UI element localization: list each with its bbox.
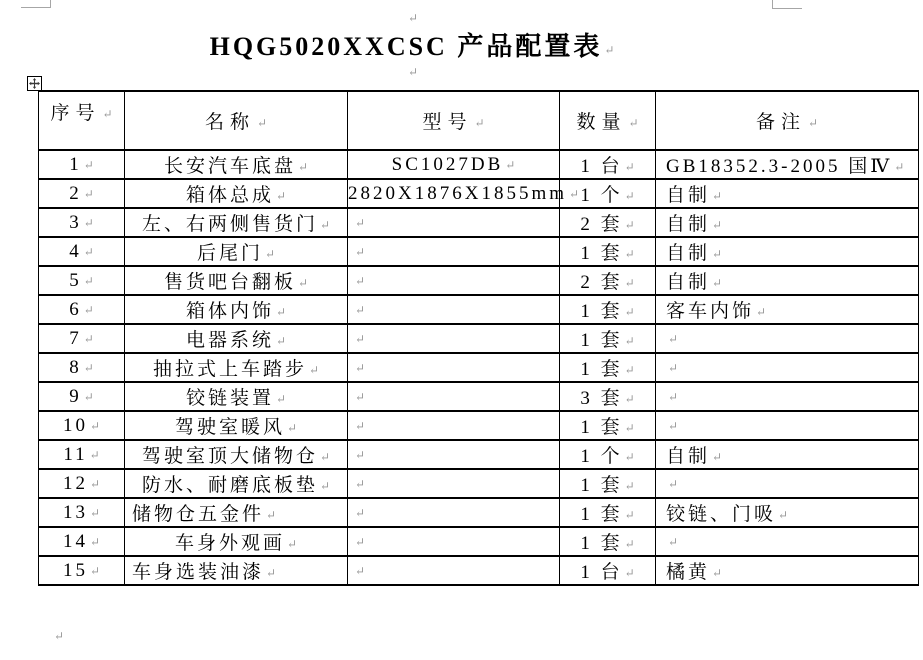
cell-qty[interactable]: 1 套 ↵ bbox=[560, 469, 656, 498]
pilcrow-mark: ↵ bbox=[83, 157, 94, 172]
pilcrow-mark: ↵ bbox=[256, 116, 268, 130]
pilcrow-mark: ↵ bbox=[668, 418, 679, 433]
pilcrow-mark: ↵ bbox=[668, 476, 679, 491]
table-row bbox=[39, 556, 919, 585]
cell-qty[interactable]: 1 个 ↵ bbox=[560, 179, 656, 208]
table-row bbox=[39, 527, 919, 556]
header-name[interactable]: 名称 ↵ bbox=[125, 91, 348, 150]
pilcrow-mark: ↵ bbox=[668, 534, 679, 549]
pilcrow-mark: ↵ bbox=[668, 331, 679, 346]
table-row bbox=[39, 469, 919, 498]
pilcrow-mark: ↵ bbox=[102, 107, 113, 121]
cell-qty[interactable]: 2 套 ↵ bbox=[560, 208, 656, 237]
cell-serial[interactable]: 7 ↵ bbox=[39, 324, 125, 353]
pilcrow-mark: ↵ bbox=[355, 273, 366, 288]
pilcrow-mark: ↵ bbox=[319, 450, 331, 464]
pilcrow-mark: ↵ bbox=[297, 160, 309, 174]
cell-serial[interactable]: 4 ↵ bbox=[39, 237, 125, 266]
pilcrow-mark: ↵ bbox=[505, 157, 516, 172]
pilcrow-mark: ↵ bbox=[355, 389, 366, 404]
cell-name[interactable]: 抽拉式上车踏步 ↵ bbox=[125, 353, 348, 382]
table-row bbox=[39, 179, 919, 208]
empty-paragraph[interactable] bbox=[52, 64, 772, 82]
header-model[interactable]: 型号 ↵ bbox=[348, 91, 560, 150]
pilcrow-mark: ↵ bbox=[624, 247, 635, 261]
pilcrow-mark: ↵ bbox=[624, 479, 635, 493]
pilcrow-mark: ↵ bbox=[275, 334, 287, 348]
pilcrow-mark: ↵ bbox=[266, 566, 277, 580]
cell-model[interactable] bbox=[348, 382, 560, 411]
cell-remark[interactable]: 铰链、门吸 ↵ bbox=[656, 498, 919, 527]
cell-remark[interactable]: 客车内饰 ↵ bbox=[656, 295, 919, 324]
cell-model[interactable]: 2820X1876X1855mm ↵ bbox=[348, 179, 560, 208]
cell-model[interactable] bbox=[348, 498, 560, 527]
pilcrow-mark: ↵ bbox=[89, 447, 100, 462]
pilcrow-mark: ↵ bbox=[712, 218, 723, 232]
pilcrow-mark: ↵ bbox=[264, 247, 276, 261]
cell-qty[interactable]: 1 个 ↵ bbox=[560, 440, 656, 469]
cell-qty[interactable]: 1 套 ↵ bbox=[560, 411, 656, 440]
pilcrow-mark: ↵ bbox=[624, 189, 635, 203]
table-row bbox=[39, 324, 919, 353]
cell-name[interactable]: 长安汽车底盘 ↵ bbox=[125, 150, 348, 179]
cell-model[interactable] bbox=[348, 527, 560, 556]
pilcrow-mark: ↵ bbox=[275, 392, 287, 406]
pilcrow-mark: ↵ bbox=[83, 186, 94, 201]
pilcrow-mark: ↵ bbox=[89, 534, 101, 549]
pilcrow-mark: ↵ bbox=[569, 186, 580, 201]
pilcrow-mark: ↵ bbox=[355, 302, 366, 317]
cell-remark[interactable] bbox=[656, 382, 919, 411]
header-serial[interactable]: 序号 ↵ bbox=[39, 91, 125, 150]
cell-name[interactable]: 电器系统 ↵ bbox=[125, 324, 348, 353]
cell-serial[interactable]: 13 ↵ bbox=[39, 498, 125, 527]
pilcrow-mark: ↵ bbox=[756, 305, 767, 319]
pilcrow-mark: ↵ bbox=[319, 479, 331, 493]
cell-qty[interactable]: 1 套 ↵ bbox=[560, 237, 656, 266]
cell-name[interactable]: 售货吧台翻板 ↵ bbox=[125, 266, 348, 295]
cell-name[interactable]: 车身选装油漆 ↵ bbox=[125, 556, 348, 585]
pilcrow-mark: ↵ bbox=[355, 418, 366, 433]
cell-model[interactable] bbox=[348, 469, 560, 498]
table-row bbox=[39, 498, 919, 527]
pilcrow-mark: ↵ bbox=[83, 273, 94, 288]
pilcrow-mark: ↵ bbox=[668, 389, 679, 404]
pilcrow-mark: ↵ bbox=[624, 508, 635, 522]
pilcrow-mark: ↵ bbox=[624, 450, 635, 464]
pilcrow-mark: ↵ bbox=[319, 218, 331, 232]
table-row bbox=[39, 150, 919, 179]
cell-remark[interactable] bbox=[656, 469, 919, 498]
margin-corner-mark-top-right bbox=[772, 0, 802, 9]
cell-model[interactable] bbox=[348, 556, 560, 585]
cell-serial[interactable]: 2 ↵ bbox=[39, 179, 125, 208]
cell-model[interactable] bbox=[348, 411, 560, 440]
pilcrow-mark: ↵ bbox=[286, 537, 298, 551]
cell-name[interactable]: 驾驶室顶大储物仓 ↵ bbox=[125, 440, 348, 469]
cell-serial[interactable]: 6 ↵ bbox=[39, 295, 125, 324]
pilcrow-mark: ↵ bbox=[275, 305, 287, 319]
move-cross-icon bbox=[29, 78, 40, 89]
cell-remark[interactable]: 自制 ↵ bbox=[656, 440, 919, 469]
pilcrow-mark: ↵ bbox=[604, 43, 615, 57]
pilcrow-mark: ↵ bbox=[89, 418, 101, 433]
pilcrow-mark: ↵ bbox=[355, 360, 366, 375]
pilcrow-mark: ↵ bbox=[83, 331, 94, 346]
pilcrow-mark: ↵ bbox=[266, 508, 277, 522]
pilcrow-mark: ↵ bbox=[624, 305, 635, 319]
header-qty[interactable]: 数量 ↵ bbox=[560, 91, 656, 150]
cell-model[interactable] bbox=[348, 266, 560, 295]
cell-serial[interactable]: 15 ↵ bbox=[39, 556, 125, 585]
cell-serial[interactable]: 14 ↵ bbox=[39, 527, 125, 556]
pilcrow-mark: ↵ bbox=[628, 116, 639, 130]
cell-remark[interactable] bbox=[656, 324, 919, 353]
cell-qty[interactable]: 1 套 ↵ bbox=[560, 324, 656, 353]
pilcrow-mark: ↵ bbox=[624, 421, 635, 435]
table-row bbox=[39, 266, 919, 295]
pilcrow-mark: ↵ bbox=[624, 160, 635, 174]
table-row bbox=[39, 208, 919, 237]
table-row bbox=[39, 353, 919, 382]
pilcrow-mark: ↵ bbox=[275, 189, 287, 203]
cell-remark[interactable] bbox=[656, 353, 919, 382]
pilcrow-mark: ↵ bbox=[83, 244, 94, 259]
cell-model[interactable] bbox=[348, 353, 560, 382]
cell-name[interactable]: 车身外观画 ↵ bbox=[125, 527, 348, 556]
table-row bbox=[39, 237, 919, 266]
header-row bbox=[39, 91, 919, 150]
pilcrow-mark: ↵ bbox=[297, 276, 309, 290]
cell-model[interactable] bbox=[348, 440, 560, 469]
cell-serial[interactable]: 8 ↵ bbox=[39, 353, 125, 382]
cell-name[interactable]: 铰链装置 ↵ bbox=[125, 382, 348, 411]
cell-serial[interactable]: 3 ↵ bbox=[39, 208, 125, 237]
pilcrow-mark: ↵ bbox=[624, 218, 635, 232]
pilcrow-mark: ↵ bbox=[807, 116, 819, 130]
document-title[interactable] bbox=[52, 26, 772, 63]
pilcrow-mark: ↵ bbox=[83, 360, 94, 375]
pilcrow-mark: ↵ bbox=[712, 450, 723, 464]
cell-remark[interactable]: 自制 ↵ bbox=[656, 237, 919, 266]
cell-name[interactable]: 防水、耐磨底板垫 ↵ bbox=[125, 469, 348, 498]
pilcrow-mark: ↵ bbox=[407, 65, 419, 79]
pilcrow-mark: ↵ bbox=[54, 629, 65, 643]
cell-name[interactable]: 左、右两侧售货门 ↵ bbox=[125, 208, 348, 237]
cell-serial[interactable]: 11 ↵ bbox=[39, 440, 125, 469]
cell-model[interactable] bbox=[348, 208, 560, 237]
table-row bbox=[39, 440, 919, 469]
pilcrow-mark: ↵ bbox=[308, 363, 320, 377]
cell-model[interactable]: SC1027DB ↵ bbox=[348, 150, 560, 179]
pilcrow-mark: ↵ bbox=[624, 276, 635, 290]
cell-remark[interactable]: 自制 ↵ bbox=[656, 208, 919, 237]
pilcrow-mark: ↵ bbox=[624, 537, 635, 551]
config-table-body bbox=[39, 150, 919, 585]
pilcrow-mark: ↵ bbox=[355, 534, 366, 549]
end-paragraph[interactable] bbox=[52, 628, 64, 646]
table-move-handle[interactable] bbox=[27, 76, 42, 91]
pilcrow-mark: ↵ bbox=[712, 247, 723, 261]
pilcrow-mark: ↵ bbox=[83, 389, 94, 404]
config-table bbox=[38, 90, 919, 586]
cell-serial[interactable]: 12 ↵ bbox=[39, 469, 125, 498]
pilcrow-mark: ↵ bbox=[624, 392, 635, 406]
pilcrow-mark: ↵ bbox=[89, 476, 101, 491]
pilcrow-mark: ↵ bbox=[668, 360, 679, 375]
cell-name[interactable]: 驾驶室暖风 ↵ bbox=[125, 411, 348, 440]
pilcrow-mark: ↵ bbox=[355, 505, 366, 520]
cell-remark[interactable]: 自制 ↵ bbox=[656, 179, 919, 208]
pilcrow-mark: ↵ bbox=[89, 505, 101, 520]
pilcrow-mark: ↵ bbox=[712, 189, 723, 203]
pilcrow-mark: ↵ bbox=[624, 334, 635, 348]
pilcrow-mark: ↵ bbox=[624, 363, 635, 377]
pilcrow-mark: ↵ bbox=[355, 215, 366, 230]
pilcrow-mark: ↵ bbox=[624, 566, 635, 580]
cell-serial[interactable]: 1 ↵ bbox=[39, 150, 125, 179]
cell-remark[interactable]: 橘黄 ↵ bbox=[656, 556, 919, 585]
pilcrow-mark: ↵ bbox=[355, 476, 366, 491]
cell-qty[interactable]: 1 套 ↵ bbox=[560, 353, 656, 382]
cell-name[interactable]: 箱体内饰 ↵ bbox=[125, 295, 348, 324]
table-row bbox=[39, 295, 919, 324]
cell-qty[interactable]: 1 套 ↵ bbox=[560, 295, 656, 324]
pilcrow-mark: ↵ bbox=[355, 447, 366, 462]
table-row bbox=[39, 382, 919, 411]
table-row bbox=[39, 411, 919, 440]
pilcrow-mark: ↵ bbox=[355, 244, 366, 259]
cell-qty[interactable]: 1 台 ↵ bbox=[560, 150, 656, 179]
cell-name[interactable]: 后尾门 ↵ bbox=[125, 237, 348, 266]
pilcrow-mark: ↵ bbox=[286, 421, 298, 435]
cell-remark[interactable]: GB18352.3-2005 国Ⅳ ↵ bbox=[656, 150, 919, 179]
margin-corner-mark-top-left bbox=[21, 0, 51, 8]
pilcrow-mark: ↵ bbox=[407, 11, 419, 25]
pilcrow-mark: ↵ bbox=[83, 302, 94, 317]
pilcrow-mark: ↵ bbox=[712, 276, 723, 290]
cell-qty[interactable]: 2 套 ↵ bbox=[560, 266, 656, 295]
pilcrow-mark: ↵ bbox=[83, 215, 94, 230]
cell-serial[interactable]: 10 ↵ bbox=[39, 411, 125, 440]
cell-model[interactable] bbox=[348, 324, 560, 353]
cell-qty[interactable]: 1 台 ↵ bbox=[560, 556, 656, 585]
cell-serial[interactable]: 5 ↵ bbox=[39, 266, 125, 295]
cell-remark[interactable]: 自制 ↵ bbox=[656, 266, 919, 295]
cell-remark[interactable] bbox=[656, 527, 919, 556]
pilcrow-mark: ↵ bbox=[778, 508, 789, 522]
cell-name[interactable]: 箱体总成 ↵ bbox=[125, 179, 348, 208]
header-remark[interactable]: 备注 ↵ bbox=[656, 91, 919, 150]
pilcrow-mark: ↵ bbox=[474, 116, 485, 130]
cell-remark[interactable] bbox=[656, 411, 919, 440]
pilcrow-mark: ↵ bbox=[89, 563, 101, 578]
pilcrow-mark: ↵ bbox=[355, 331, 366, 346]
cell-model[interactable] bbox=[348, 237, 560, 266]
document-title-text: HQG5020XXCSC 产品配置表 bbox=[209, 32, 603, 61]
cell-qty[interactable]: 1 套 ↵ bbox=[560, 527, 656, 556]
cell-serial[interactable]: 9 ↵ bbox=[39, 382, 125, 411]
cell-qty[interactable]: 3 套 ↵ bbox=[560, 382, 656, 411]
cell-qty[interactable]: 1 套 ↵ bbox=[560, 498, 656, 527]
pilcrow-mark: ↵ bbox=[712, 566, 723, 580]
cell-name[interactable]: 储物仓五金件 ↵ bbox=[125, 498, 348, 527]
pilcrow-mark: ↵ bbox=[894, 160, 905, 174]
pilcrow-mark: ↵ bbox=[355, 563, 366, 578]
cell-model[interactable] bbox=[348, 295, 560, 324]
